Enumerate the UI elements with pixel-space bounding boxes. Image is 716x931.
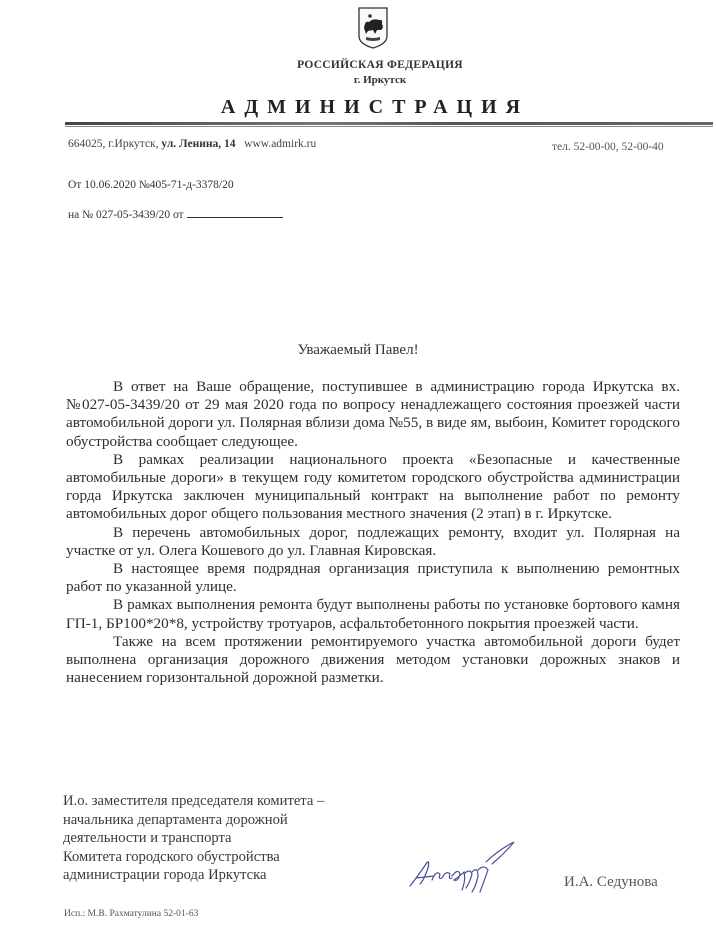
address-line (68, 138, 316, 150)
paragraph: Также на всем протяжении ремонтируемого участка автомобильной дороги будет выполнена организация дорожного движения методом установки дорожных знаков и нанесением горизонтальной дорожной разметки. (66, 632, 680, 687)
address-city: 664025, г.Иркутск, (68, 138, 162, 150)
paragraph: В настоящее время подрядная организация приступила к выполнению ремонтных работ по указанной улице. (66, 560, 680, 596)
incoming-reference (68, 207, 283, 221)
website-link[interactable]: www.admirk.ru (244, 138, 317, 150)
position-line: начальника департамента дорожной (63, 811, 288, 828)
coat-of-arms-emblem (357, 6, 389, 50)
signer-name: И.А. Седунова (564, 874, 658, 890)
paragraph: В перечень автомобильных дорог, подлежащих ремонту, входит ул. Полярная на участке от ул. Олега Кошевого до ул. Главная Кировская. (66, 523, 680, 559)
header-rule-thin (65, 126, 713, 127)
incoming-reference-number: на № 027-05-3439/20 от (68, 209, 184, 221)
organization-title: АДМИНИСТРАЦИЯ (220, 96, 530, 118)
handwritten-signature (408, 840, 523, 895)
country-name: РОССИЙСКАЯ ФЕДЕРАЦИЯ (297, 59, 463, 71)
paragraph: В рамках выполнения ремонта будут выполнены работы по установке бортового камня ГП-1, БР100*20*8, устройству тротуаров, асфальтобетонного покрытия проезжей части. (66, 596, 680, 632)
incoming-date-blank (187, 207, 283, 218)
paragraph: В ответ на Ваше обращение, поступившее в администрацию города Иркутска вх. №027-05-3439/20 от 29 мая 2020 года по вопросу ненадлежащего состояния проезжей части автомобильной дороги ул. Полярная вблизи дома №55, в виде ям, выбоин, Комитет городского обустройства сообщает следующее. (66, 378, 680, 450)
city-name: г. Иркутск (353, 74, 407, 86)
signatory-position (63, 792, 324, 885)
position-line: Комитета городского обустройства (63, 848, 280, 865)
letter-body (66, 378, 680, 687)
position-line: администрации города Иркутска (63, 867, 267, 884)
outgoing-reference: От 10.06.2020 №405-71-д-3378/20 (68, 179, 234, 191)
position-line: И.о. заместителя председателя комитета – (63, 793, 325, 809)
greeting: Уважаемый Павел! (297, 342, 419, 358)
address-street: ул. Ленина, 14 (161, 138, 236, 150)
phone-numbers: тел. 52-00-00, 52-00-40 (552, 141, 664, 153)
executor-note: Исп.: М.В. Рахматулина 52-01-63 (64, 909, 199, 919)
header-rule-thick (65, 122, 713, 125)
position-line: деятельности и транспорта (63, 830, 232, 847)
paragraph: В рамках реализации национального проекта «Безопасные и качественные автомобильные дороги» в текущем году комитетом городского обустройства администрации горда Иркутска заключен муниципальный контракт на выполнение работ по ремонту автомобильных дорог общего пользования местного значения (2 этап) в г. Иркутске. (66, 450, 680, 523)
